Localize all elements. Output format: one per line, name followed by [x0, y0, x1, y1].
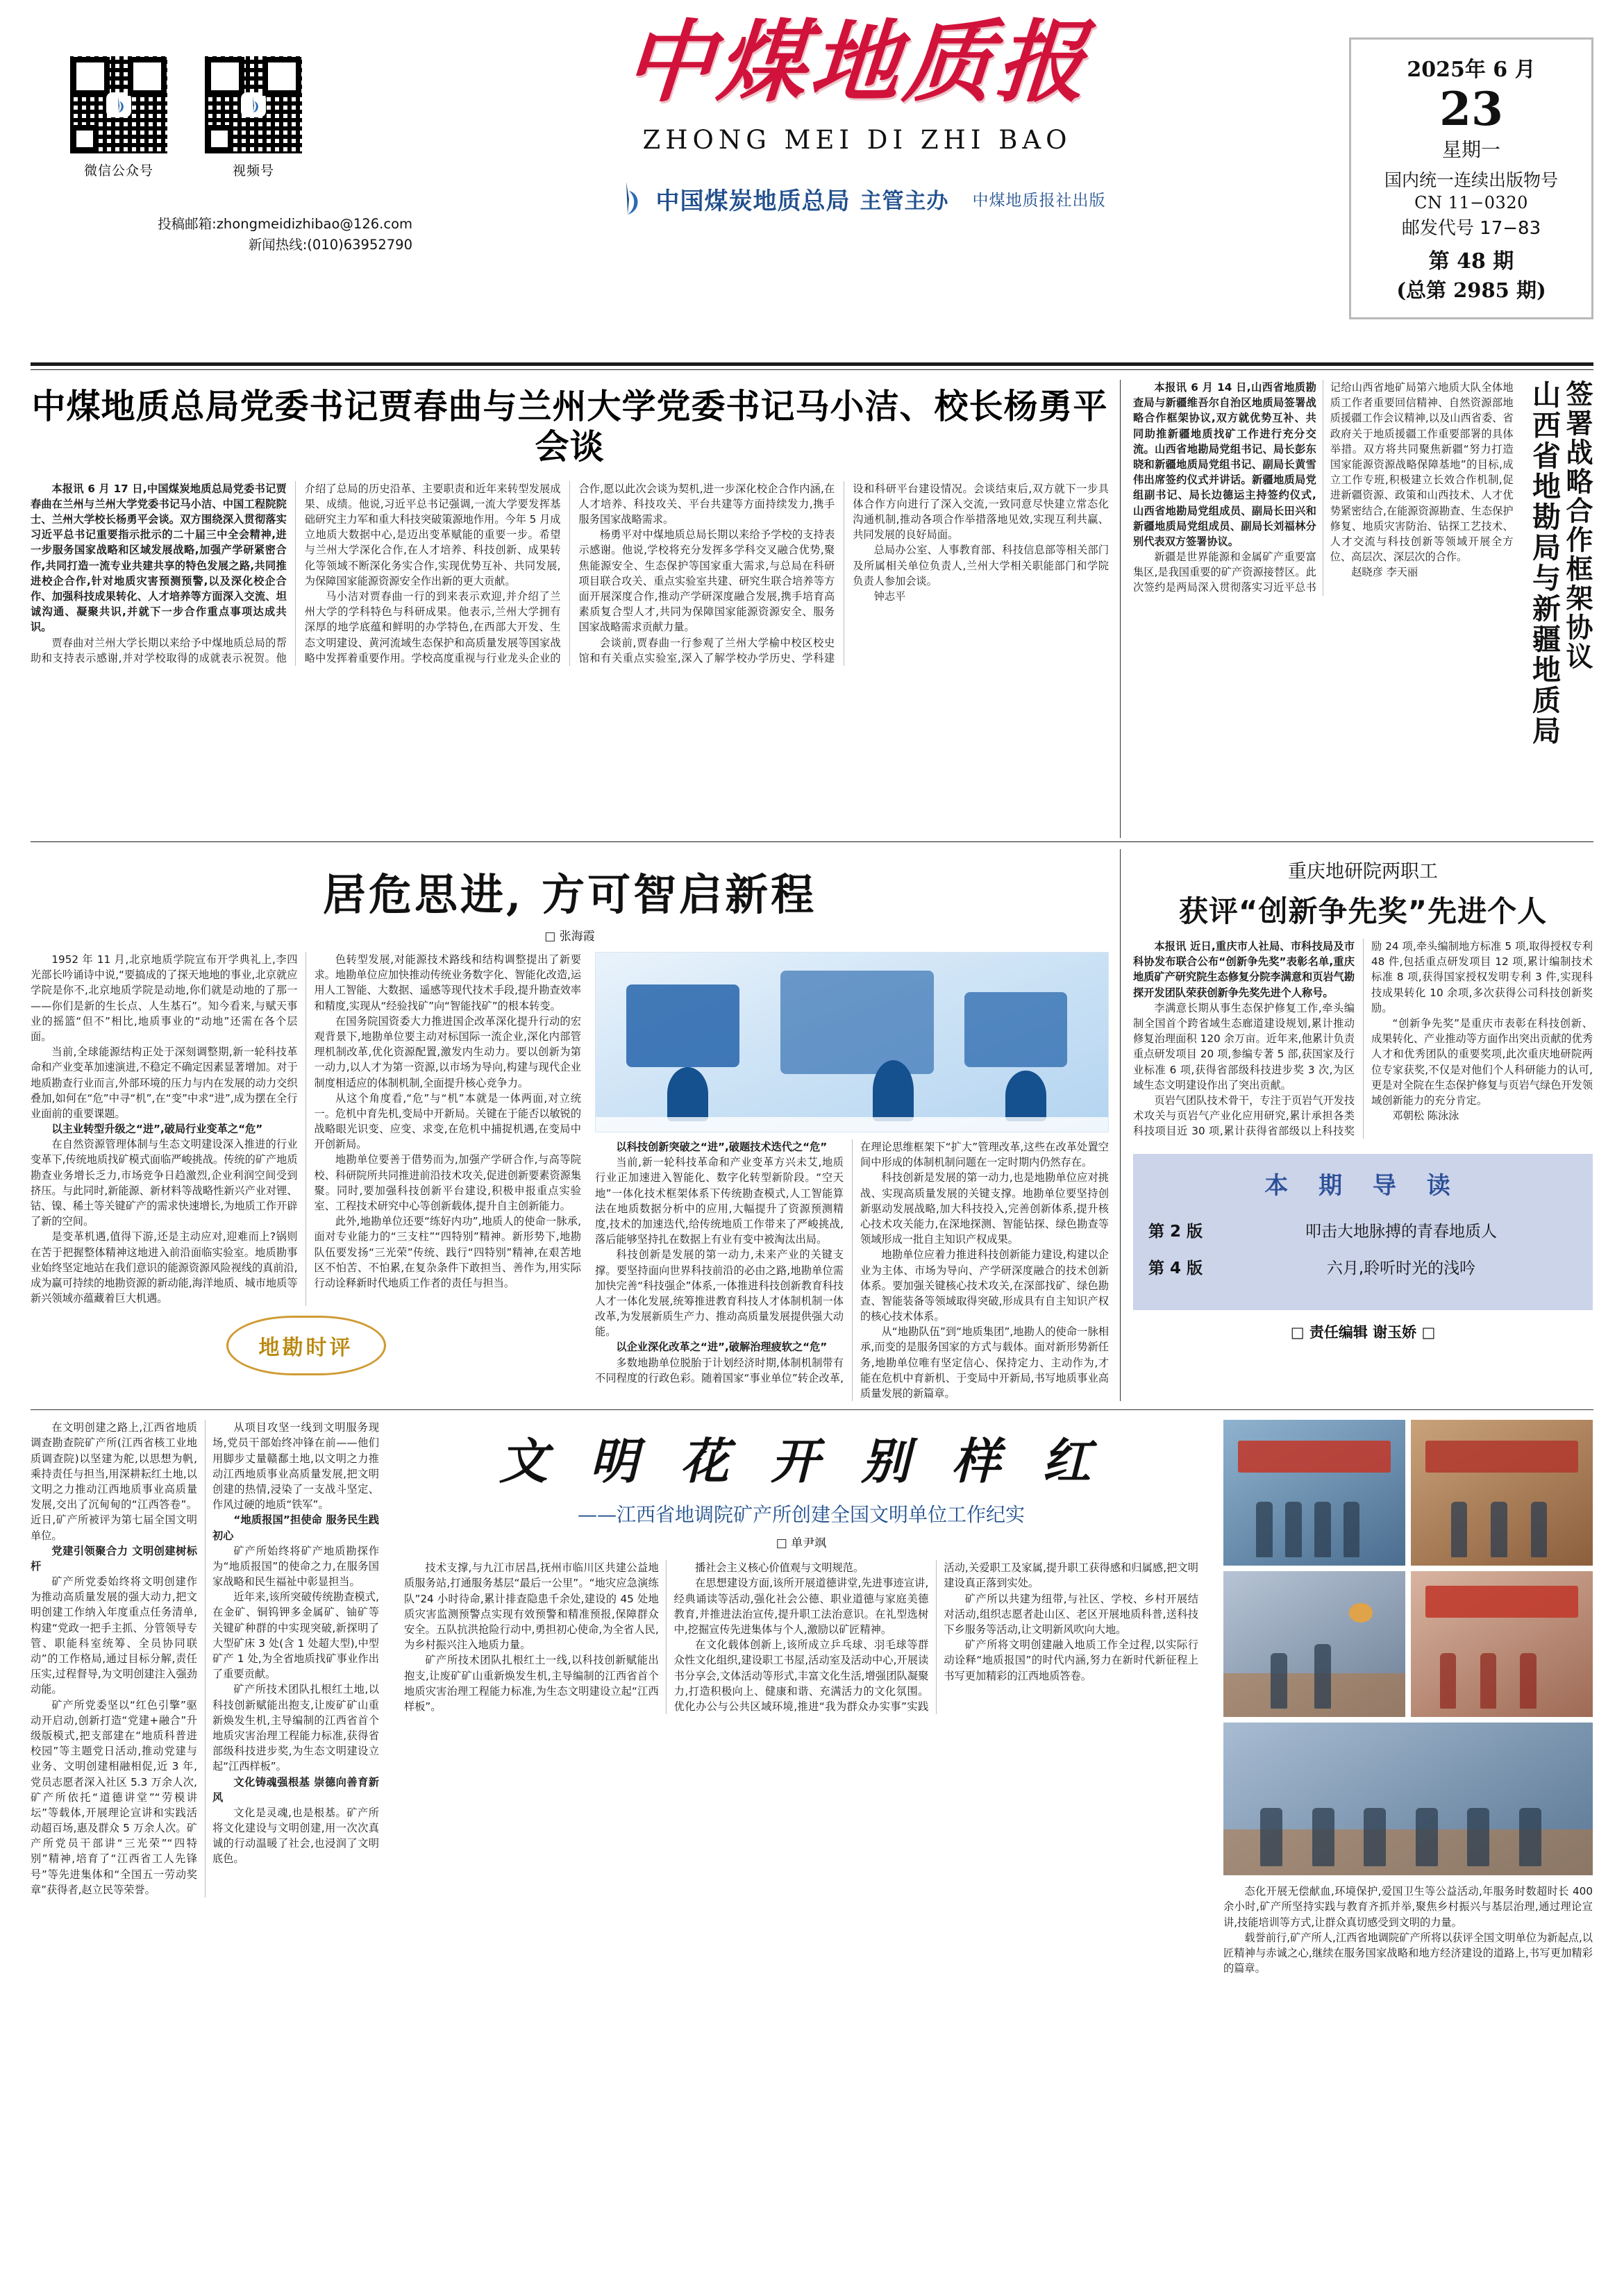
guide-page-number: 第 2 版: [1148, 1223, 1203, 1241]
feature-byline: □ 张海霞: [544, 930, 595, 944]
wechat-qr-code[interactable]: [69, 56, 168, 154]
guide-article-title[interactable]: 六月,聆听时光的浅吟: [1326, 1259, 1476, 1278]
photo-meeting: [1411, 1420, 1593, 1566]
paragraph: 本报讯 近日,重庆市人社局、市科技局及市科协发布联合公布“创新争先奖”表彰名单,重庆地质矿产研究院生态修复分院李满意和页岩气勘探开发团队荣获创新争先奖先进个人称号。: [1133, 940, 1355, 999]
guide-page-number: 第 4 版: [1148, 1259, 1203, 1278]
guide-row[interactable]: [1148, 1218, 1577, 1241]
paper-title: 中煤地质报: [621, 10, 1094, 115]
paragraph: 1952 年 11 月,北京地质学院宣布开学典礼上,李四光部长吟诵诗中说,“要搞成的了探天地地的事业,北京就应学院是你不,北京地质学院是动地,你们就是动地的了那一——你们是新的生长点、人生基石”。知今看来,与赋天事业的摇篮“但不”相比,地质事业的“动地”还需在各个层面。: [31, 953, 298, 1043]
paragraph: 科技创新是发展的第一动力,也是地勘单位应对挑战、实现高质量发展的关键支撑。地勘单位要坚持创新驱动发展战略,加大科技投入,完善创新体系,提升核心技术攻关能力,在深地探测、智能钻探、绿色勘查等领域形成一批自主知识产权成果。: [860, 1171, 1109, 1246]
lead-story-headline: 中煤地质总局党委书记贾春曲与兰州大学党委书记马小洁、校长杨勇平会谈: [31, 386, 1108, 467]
paragraph: “创新争先奖”是重庆市表彰在科技创新、成果转化、产业推动等方面作出突出贡献的优秀人才和优秀团队的重要奖项,此次重庆地研院两位专家获奖,不仅是对他们个人科研能力的认可,更是对全院在生态保护修复与页岩气绿色开发领域创新能力的充分肯定。: [1371, 1016, 1593, 1107]
paragraph: 文化是灵魂,也是根基。矿产所将文化建设与文明创建,用一次次真诚的行动温暖了社会,也浸润了文明底色。: [212, 1806, 379, 1866]
chongqing-story-and-guide: [1121, 849, 1593, 1401]
photo-figure: [1491, 1502, 1507, 1557]
paragraph: 当前,新一轮科技革命和产业变革方兴未艾,地质行业正加速进入智能化、数字化转型新阶段。“空天地”一体化技术框架体系下传统勘查模式,人工智能算法在地质数据分析中的应用,大幅提升了资源预测精度,技术的加速迭代,给传统地质工作带来了严峻挑战,落后能够坚持扎在数据上有业有变中被淘汰出局。: [595, 1156, 844, 1246]
photo-figure: [1314, 1644, 1331, 1708]
photo-banner: [1425, 1586, 1578, 1618]
paragraph: 矿产所将文明创建融入地质工作全过程,以实际行动诠释“地质报国”的时代内涵,努力在新时代新征程上书写更加精彩的江西地质答卷。: [944, 1639, 1198, 1682]
wechat-qr-label: 微信公众号: [83, 163, 153, 178]
qr-center-logo-icon: [241, 92, 266, 117]
photo-volunteers: [1411, 1571, 1593, 1717]
photo-figure: [1440, 1653, 1457, 1709]
shanxi-story: [1121, 380, 1593, 838]
feature-headline: 居危思进, 方可智启新程: [322, 869, 817, 920]
masthead: [31, 0, 1593, 358]
bottom-left-subhead: 文化铸魂强根基 崇德向善育新风: [212, 1775, 379, 1804]
feature-article: [31, 849, 1121, 1401]
paragraph: 科技创新是发展的第一动力,未来产业的关键支撑。要坚持面向世界科技前沿的必由之路,地勘单位需加快完善“科技强企”体系,一体推进科技创新教育科技人才一体化发展,统筹推进教育科技人才体制机制一体改革,为发展新质生产力、推动高质量发展提供强大动能。: [595, 1248, 844, 1339]
civilization-headline: 文 明 花 开 别 样 红: [499, 1432, 1104, 1491]
paragraph: 此外,地勘单位还要“练好内功”,地质人的使命一脉承,面对专业能力的“三支柱”“四特别”精神。新形势下,地勘队伍要发扬“三光荣”传统、践行“四特别”精神,在艰苦地区不怕苦、不怕累,在复杂条件下敢担当、善作为,用实际行动诠释新时代地质工作者的责任与担当。: [314, 1215, 581, 1289]
date-weekday: 星期一: [1441, 138, 1500, 162]
feature-illustration: [595, 952, 1109, 1132]
paragraph: 从这个角度看,“危”与“机”本就是一体两面,对立统一。危机中育先机,变局中开新局。关键在于能否以敏锐的战略眼光识变、应变、求变,在危机中捕捉机遇,在变局中开创新局。: [314, 1091, 582, 1151]
photo-figure: [1271, 1653, 1287, 1709]
photo-basketball: [1223, 1571, 1405, 1717]
feature-subhead: 以科技创新突破之“进”,破题技术迭代之“危”: [616, 1141, 828, 1153]
bottom-mid-column: [392, 1420, 1211, 1976]
paragraph: 本报讯 6 月 14 日,山西省地质勘查局与新疆维吾尔自治区地质局签署战略合作框架协议,双方就优势互补、共同助推新疆地质找矿工作进行充分交流。山西省地勘局党组书记、局长彭东晓和新疆地质局党组书记、副局长黄雪伟出席签约仪式并讲话。新疆地质局党组副书记、局长边德运主持签约仪式,山西省地勘局党组成员、副局长田兴和新疆地质局党组成员、副局长刘福林分别代表双方签署协议。: [1133, 381, 1316, 548]
date-year-month: 2025年 6 月: [1407, 58, 1536, 82]
paragraph: 杨勇平对中煤地质总局长期以来给予学校的支持表示感谢。他说,学校将充分发挥多学科交叉融合优势,聚焦能源安全、生态保护等国家重大需求,与总局在科研项目联合攻关、重点实验室共建、研究生联合培养等方面开展深度合作,推动产学研深度融合发展,携手培育高素质复合型人才,共同为保障国家能源资源安全、服务国家战略需求贡献力量。: [578, 528, 835, 634]
photo-figure: [1531, 1502, 1548, 1557]
photo-figure: [1519, 1808, 1541, 1866]
paragraph: 播社会主义核心价值观与文明规范。: [695, 1561, 864, 1575]
paragraph: 矿产所以共建为纽带,与社区、学校、乡村开展结对活动,组织志愿者赴山区、老区开展地质科普,送科技下乡服务等活动,让文明新风吹向大地。: [944, 1592, 1198, 1636]
civilization-subhead: ——江西省地调院矿产所创建全国文明单位工作纪实: [577, 1503, 1025, 1527]
bottom-left-column: [31, 1420, 392, 1976]
mid-zone: [31, 849, 1593, 1401]
publisher-org: 中国煤炭地质总局: [655, 187, 851, 215]
video-qr-label: 视频号: [232, 163, 274, 178]
paragraph: 矿产所技术团队扎根红土地,以科技创新赋能出抱支,让废矿矿山重新焕发生机,主导编制的江西省首个地质灾害治理工程能力标准,获得省部级科技进步奖,为生态文明建设立起“江西样板”。: [212, 1683, 379, 1773]
feature-top-row: [31, 952, 1109, 1401]
photo-figure: [1467, 1808, 1489, 1866]
paragraph: 矿产所始终将矿产地质勘探作为“地质报国”的使命之力,在服务国家战略和民生福祉中彰显担当。: [212, 1544, 379, 1589]
illus-figure: [1005, 1071, 1046, 1121]
paragraph: 总局办公室、人事教育部、科技信息部等相关部门及所属相关单位负责人,兰州大学相关职能部门和学院负责人参加会谈。: [853, 544, 1109, 587]
photo-figure: [1416, 1808, 1438, 1866]
paragraph: 李满意长期从事生态保护修复工作,牵头编制全国首个跨省域生态廊道建设规划,累计推动修复治理面积 120 余万亩。近年来,他累计负责重点研发项目 20 项,参编专著 5 部,获国家及行业标准 6 项,获得省部级科技进步奖 3 次,为区域生态文明建设作出了突出贡献。: [1133, 1001, 1355, 1091]
date-day: 23: [1439, 82, 1503, 136]
issn-label: 国内统一连续出版物号: [1384, 170, 1558, 191]
civilization-byline: □ 单尹飒: [776, 1536, 827, 1551]
photo-figure: [1343, 1502, 1360, 1557]
shanxi-story-body: [1133, 380, 1514, 596]
photo-group: [1223, 1723, 1593, 1875]
paragraph: 技术支撑,与九江市居昌,抚州市临川区共建公益地质服务站,打通服务基层“最后一公里”。“地灾应急演练队”24 小时待命,累计排查隐患千余处,建设的 45 处地质灾害监测预警点实现有效预警和精准预报,保障群众安全。五队抗洪抢险行动中,勇担初心使命,为全省人民,为乡村振兴注入地质力量。: [404, 1561, 659, 1652]
bottom-left-body: [31, 1420, 379, 1897]
paragraph: 在自然资源管理体制与生态文明建设深入推进的行业变革下,传统地质找矿模式面临严峻挑战。传统的矿产地质勘查业务增长乏力,市场竞争日趋激烈,企业利润空间受到挤压。与此同时,新能源、新材料等战略性新兴产业对锂、钴、镍、稀土等关键矿产的需求快速增长,为地质工作开辟了新的空间。: [31, 1138, 298, 1228]
paragraph: 在文化载体创新上,该所成立乒乓球、羽毛球等群众性文化组织,建设职工书屋,活动室及活动中心,开展读书分享会,文体活动等形式,丰富文化生活,增强团队凝聚力,打造积极向上、健康和谐、充满活力的文化氛围。优化办公与公共区域环境,推进“我为群众办实事”实践活动,关爱职工及家属,提升职工获得感和归属感,把文明建设真正落到实处。: [673, 1561, 1198, 1713]
paragraph: 地勘单位要善于借势而为,加强产学研合作,与高等院校、科研院所共同推进前沿技术攻关,促进创新要素资源集聚。同时,要加强科技创新平台建设,积极申报重点实验室、工程技术研究中心等创新载体,提升自主创新能力。: [314, 1153, 582, 1212]
lead-story-byline: 钟志平: [873, 589, 906, 603]
guide-article-title[interactable]: 叩击大地脉搏的青春地质人: [1305, 1223, 1497, 1241]
published-by: 中煤地质报社出版: [972, 191, 1106, 210]
qr-code-row: [31, 56, 419, 179]
masthead-right: [1295, 0, 1593, 319]
bottom-left-subhead: “地质报国”担使命 服务民生践初心: [212, 1514, 379, 1542]
publisher-row: [419, 180, 1295, 217]
chongqing-body: [1133, 939, 1593, 1139]
paragraph: 本报讯 6 月 17 日,中国煤炭地质总局党委书记贾春曲在兰州与兰州大学党委书记马小洁、中国工程院院士、兰州大学校长杨勇平会谈。双方围绕深入贯彻落实习近平总书记重要指示批示的二十届三中全会精神,进一步服务国家战略和区域发展战略,加强产学研紧密合作,共同打造一流专业共建共享的特色发展之路,共同推进校企合作,针对地质灾害预测预警,以及深化校企合作、加强科技成果转化、人才培养等方面深入交流、坦诚沟通、凝聚共识,并就下一步合作重点事项达成共识。: [31, 482, 287, 634]
news-hotline: 新闻热线:(010)63952790: [248, 237, 412, 253]
coal-geology-logo-icon: [609, 180, 646, 217]
paragraph: 从“地勘队伍”到“地质集团”,地勘人的使命一脉相承,而变的是服务国家的方式与载体。面对新形势新任务,地勘单位唯有坚定信心、保持定力、主动作为,才能在危机中育新机、于变局中开新局,书写地质事业高质量发展的新篇章。: [860, 1325, 1109, 1400]
illus-screen: [780, 971, 934, 1075]
photo-banner: [1425, 1441, 1578, 1473]
paragraph: 从项目攻坚一线到文明服务现场,党员干部始终冲锋在前——他们用脚步丈量赣鄱土地,以文明之力推动江西地质事业高质量发展,把文明创建的热情,浸染了一支战斗坚定、作风过硬的地质“铁军”。: [212, 1421, 379, 1511]
issue-number: 第 48 期: [1428, 249, 1514, 274]
cn-number: CN 11−0320: [1414, 193, 1528, 213]
bottom-zone: [31, 1409, 1593, 1976]
illus-figure: [667, 1067, 708, 1121]
photo-figure: [1285, 1502, 1302, 1557]
photo-grid: [1223, 1420, 1593, 1875]
column-stamp: 地勘时评: [226, 1316, 386, 1375]
paragraph: 在国务院国资委大力推进国企改革深化提升行动的宏观背景下,地勘单位要主动对标国际一流企业,深化内部管理机制改革,优化资源配置,激发内生动力。要以创新为第一动力,以人才为第一资源,以市场为导向,构建与现代企业制度相适应的体制机制,全面提升核心竞争力。: [314, 1014, 581, 1089]
submission-email: 投稿邮箱:zhongmeidizhibao@126.com: [158, 216, 412, 232]
top-zone: [31, 380, 1593, 838]
paragraph: 矿产所技术团队扎根红土一线,以科技创新赋能出抱支,让废矿矿山重新焕发生机,主导编制的江西省首个地质灾害治理工程能力标准,为生态文明建设立起“江西样板”。: [404, 1654, 659, 1713]
video-qr-block[interactable]: [204, 56, 303, 179]
top-zone-rule: [31, 841, 1593, 842]
illus-screen: [626, 984, 739, 1067]
issue-guide-title: 本 期 导 读: [1264, 1172, 1462, 1200]
masthead-left: [31, 0, 419, 255]
illus-figure: [873, 1060, 914, 1121]
postal-code: 邮发代号 17−83: [1401, 218, 1541, 240]
chongqing-headline: 获评“创新争先奖”先进个人: [1178, 894, 1548, 928]
responsible-editor: □ 责任编辑 谢玉娇 □: [1290, 1324, 1436, 1341]
total-issue-number: (总第 2985 期): [1396, 278, 1546, 303]
shanxi-story-headline: [1521, 380, 1593, 838]
photo-figure: [1364, 1808, 1386, 1866]
paragraph: 在思想建设方面,该所开展道德讲堂,先进事迹宣讲,经典诵读等活动,强化社会公德、职业道德与家庭美德教育,并推进法治宣传,提升职工法治意识。在礼型选树中,挖掘宣传先进集体与个人,激励以矿匠精神。: [673, 1577, 929, 1636]
paragraph: 马小洁对贾春曲一行的到来表示欢迎,并介绍了兰州大学的学科特色与科研成果。他表示,兰州大学拥有深厚的地学底蕴和鲜明的办学特色,在西部大开发、生态文明建设、黄河流域生态保护和高质量发展等国家战略中发挥着重要作用。学校高度重视与行业龙头企业的合作,愿以此次会谈为契机,进一步深化校企合作内涵,在人才培养、科技攻关、平台共建等方面持续发力,携手服务国家战略需求。: [304, 482, 835, 664]
lead-story-body: [31, 481, 1109, 666]
photo-figure: [1451, 1502, 1468, 1557]
paragraph: 矿产所党委始终将文明创建作为推动高质量发展的强大动力,把文明创建工作纳入年度重点任务清单,构建“党政一把手主抓、分管领导专管、职能科室统筹、全员协同联动”的工作格局,通过目标分解,责任压实,过程督导,为文明创建注入强劲动能。: [31, 1575, 197, 1696]
paragraph: 多数地勘单位脱胎于计划经济时期,体制机制带有不同程度的行政色彩。随着国家“事业单位”转企改革,在理论思维框架下“扩大”管理改革,这些在改革处置空间中形成的体制机制问题在一定时期内仍然存在。: [595, 1141, 1109, 1384]
bottom-mid-body: [404, 1560, 1198, 1714]
chongqing-kicker: 重庆地研院两职工: [1288, 861, 1438, 882]
shanxi-story-byline: 赵晓彦 李天丽: [1351, 566, 1418, 579]
publisher-role: 主管主办: [860, 188, 949, 214]
guide-row[interactable]: [1148, 1255, 1577, 1278]
paragraph: 当前,全球能源结构正处于深刻调整期,新一轮科技革命和产业变革加速演进,不稳定不确定因素显著增加。对于地质勘查行业而言,外部环境的压力与内在发展的动力交织叠加,如何在“危”中寻“机”,在“变”中求“进”,成为摆在全行业面前的重要课题。: [31, 1046, 298, 1120]
bottom-right-body: [1223, 1884, 1593, 1976]
photo-figure: [1260, 1808, 1282, 1866]
wechat-qr-block[interactable]: [69, 56, 168, 179]
feature-intro-cols: [31, 952, 581, 1401]
lead-story: [31, 380, 1121, 838]
photo-ball: [1349, 1603, 1373, 1622]
bottom-left-subhead: 党建引领聚合力 文明创建树标杆: [31, 1544, 197, 1573]
feature-right-col: [595, 952, 1109, 1401]
qr-center-logo-icon: [106, 92, 131, 117]
paragraph: 在文明创建之路上,江西省地质调查勘查院矿产所(江西省核工业地质调查院)以坚建为舵,以思想为帆,乘持责任与担当,用深耕耘红土地,以文明之力推动江西地质事业高质量发展,交出了沉甸甸的“江西答卷”。近日,矿产所被评为第七届全国文明单位。: [31, 1421, 197, 1542]
paragraph: 地勘单位应着力推进科技创新能力建设,构建以企业为主体、市场为导向、产学研深度融合的技术创新体系。要加强关键核心技术攻关,在深部找矿、绿色勘查、智能装备等领域取得突破,形成具有自主知识产权的核心技术体系。: [860, 1248, 1109, 1323]
illus-screen: [964, 992, 1067, 1067]
date-box: [1349, 37, 1593, 319]
photo-figure: [1314, 1502, 1331, 1557]
feature-subhead: 以主业转型升级之“进”,破局行业变革之“危”: [51, 1123, 263, 1136]
chongqing-byline: 邓朝松 陈泳泳: [1392, 1109, 1459, 1123]
illus-floor: [596, 1117, 1108, 1132]
photo-banner: [1238, 1441, 1391, 1473]
masthead-center: [419, 0, 1295, 217]
feature-subhead: 以企业深化改革之“进”,破解治理疲软之“危”: [616, 1341, 828, 1354]
feature-intro-body: [31, 952, 581, 1306]
shanxi-headline-line1: 山西省地勘局与新疆地质局: [1527, 380, 1561, 746]
photo-figure: [1256, 1502, 1273, 1557]
shanxi-headline-line2: 签署战略合作框架协议: [1562, 380, 1593, 671]
paper-title-pinyin: ZHONG MEI DI ZHI BAO: [642, 125, 1072, 155]
photo-figure: [1480, 1653, 1497, 1709]
photo-figure: [1520, 1653, 1537, 1709]
issue-guide-box: [1133, 1154, 1593, 1310]
bottom-right-column: [1211, 1420, 1593, 1976]
paragraph: 色转型发展,对能源技术路线和结构调整提出了新要求。地勘单位应加快推动传统业务数字化、智能化改造,运用人工智能、大数据、遥感等现代技术手段,提升勘查效率和精度,实现从“经验找矿”向“智能找矿”的根本转变。: [314, 953, 582, 1012]
paragraph: 贾春曲对兰州大学长期以来给予中煤地质总局的帮助和支持表示感谢,并对学校取得的成就表示祝贺。他介绍了总局的历史沿革、主要职责和近年来转型发展成果、成绩。他说,习近平总书记强调,一流大学要发挥基础研究主力军和重大科技突破策源地作用。今年 5 月成立地质大数据中心,是迈出变革赋能的重要一步。希望与兰州大学深化合作,在人才培养、科技创新、成果转化等领域不断深化务实合作,实现优势互补、共同发展,为保障国家能源资源安全作出新的更大贡献。: [31, 482, 561, 664]
contact-block: [31, 214, 419, 255]
paragraph: 会谈前,贾春曲一行参观了兰州大学榆中校区校史馆和有关重点实验室,深入了解学校办学历史、学科建设和科研平台建设情况。会谈结束后,双方就下一步具体合作方向进行了深入交流,一致同意尽快建立常态化沟通机制,推动各项合作举措落地见效,实现互利共赢、共同发展的良好局面。: [578, 482, 1109, 664]
paragraph: 态化开展无偿献血,环境保护,爱国卫生等公益活动,年服务时数超时长 400 余小时,矿产所坚持实践与教育齐抓并举,聚焦乡村振兴与基层治理,通过理论宣讲,技能培训等方式,让群众真切感受到文明的力量。: [1223, 1885, 1593, 1929]
feature-right-body: [595, 1139, 1109, 1401]
masthead-rule-thin: [31, 369, 1593, 370]
paragraph: 页岩气团队技术骨干，专注于页岩气开发技术攻关与页岩气产业化应用研究,累计承担各类科技项目近 30 项,累计获得省部级以上科技奖励 24 项,牵头编制地方标准 5 项,取得授权专利 48 件,包括重点研发项目 12 项,累计编制技术标准 8 项,获得国家授权发明专利 3 件,实现科技成果转化 10 余项,多次获得公司科技创新奖励。: [1133, 940, 1593, 1138]
photo-figure: [1312, 1808, 1334, 1866]
masthead-rule-thick: [31, 362, 1593, 366]
paragraph: 是变革机遇,值得下游,还是主动应对,迎难而上?锅则在苦于把握整体精神这地进入前沿面临实验室。地质勘事业始终坚定地站在我们意识的能源资源风险视线的真前沿,成为赢可持续的地勘资源的新动能,海洋地质、城市地质等新兴领域亦蕴藏着巨大机遇。: [31, 1230, 298, 1305]
paragraph: 载誉前行,矿产所人,江西省地调院矿产所将以获评全国文明单位为新起点,以匠精神与赤诚之心,继续在服务国家战略和地方经济建设的道路上,书写更加精彩的篇章。: [1223, 1931, 1593, 1975]
photo-ceremony: [1223, 1420, 1405, 1566]
paragraph: 矿产所党委坚以“红色引擎”驱动开启动,创新打造“党建+融合”升级版模式,把支部建在“地质科普进校园”等主题党日活动,推动党建与业务、文明创建相融相促,近 3 年,党员志愿者深入社区 5.3 万余人次,矿产所依托“道德讲堂”“劳模讲坛”等载体,开展理论宣讲和实践活动超百场,惠及群众 5 万余人次。矿产所党员干部讲“三光荣”“四特别”精神,培育了“江西省工人先锋号”等先进集体和“全国五一劳动奖章”获得者,赵立民等荣誉。: [31, 1698, 197, 1896]
paragraph: 新疆是世界能源和金属矿产重要富集区,是我国重要的矿产资源接替区。此次签约是两局深入贯彻落实习近平总书记给山西省地矿局第六地质大队全体地质工作者重要回信精神、自然资源部地质援疆工作会议精神,以及山西省委、省政府关于地质援疆工作重要部署的具体举措。双方将共同聚焦新疆“努力打造国家能源资源战略保障基地”的目标,成立工作专班,积极建立长效合作机制,促进新疆资源、政策和山西技术、人才优势紧密结合,在能源资源勘查、生态保护修复、地质灾害防治、钻探工艺技术、人才交流与科技创新等领域开展全方位、高层次、深层次的合作。: [1133, 381, 1514, 594]
video-qr-code[interactable]: [204, 56, 303, 154]
paragraph: 近年来,该所突破传统勘查模式,在金矿、铜钨钾多金属矿、铀矿等关键矿种群的中实现突破,新探明了大型矿床 3 处(含 1 处超大型),中型矿产 1 处,为全省地质找矿事业作出了重要贡献。: [212, 1591, 379, 1681]
shanxi-story-body-wrap: [1133, 380, 1521, 838]
